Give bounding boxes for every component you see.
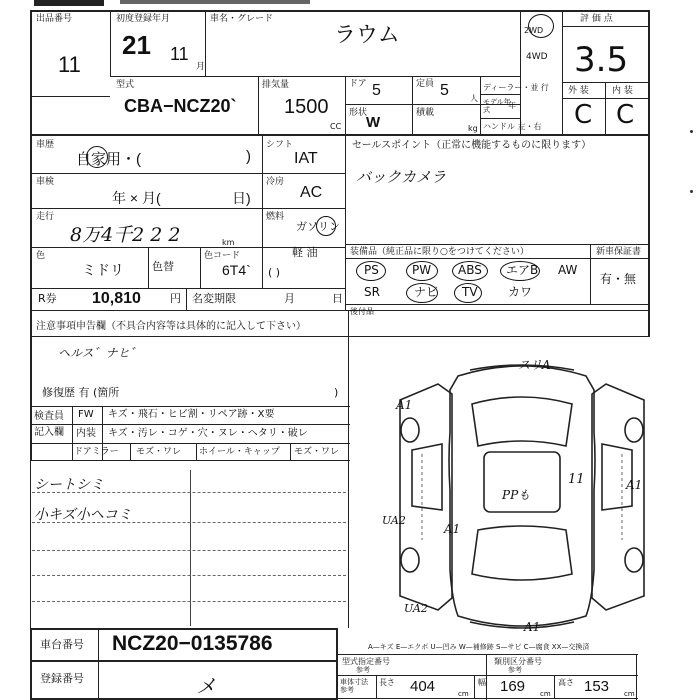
load-label: 積載 (416, 108, 435, 118)
length-unit: cm (458, 690, 469, 698)
mirror-label: ドアミラー (74, 447, 119, 457)
capacity-unit: 人 (470, 94, 478, 103)
drive-2wd: 2WD (524, 26, 544, 35)
inspection-day: 日) (232, 190, 251, 206)
recycle-label: R券 (38, 292, 57, 305)
mark-a1-right: A1 (626, 478, 643, 492)
notes-label: 注意事項申告欄（不具合内容等は具体的に記入して下さい） (36, 321, 306, 332)
navi-circle (406, 283, 438, 303)
inspection-label: 車検 (36, 177, 55, 187)
tax-label: 名変期限 (192, 292, 236, 305)
history-close: ) (246, 148, 251, 165)
color-code-label: 色コード (204, 251, 241, 261)
mark-roof: PPも (502, 488, 531, 502)
damage-legend: A—キズ E—エクボ U—凹み W—補修跡 S—サビ C—腐食 XX—交換済 (368, 643, 590, 651)
mark-ua2-bottom: UA2 (404, 602, 428, 615)
equip-leather: カワ (508, 285, 533, 299)
width-unit: cm (540, 690, 551, 698)
equip-ps: PS (364, 263, 379, 277)
equip-sr: SR (364, 285, 380, 299)
equip-aw: AW (558, 263, 578, 277)
type-cert-label: 型式指定番号 (342, 657, 390, 666)
pw-circle (406, 261, 438, 281)
equip-airbag: エアB (506, 263, 539, 277)
color-value: ミドリ (82, 262, 124, 278)
mirror-text: モズ・ワレ (136, 447, 182, 457)
height-value: 153 (584, 678, 610, 695)
lot-number: 11 (58, 52, 81, 77)
mileage-value: 8万4千2 2 2 (70, 224, 181, 246)
length-value: 404 (410, 678, 436, 695)
equip-navi: ナビ (414, 285, 439, 299)
equip-tv: TV (462, 285, 478, 299)
warranty-value: 有・無 (600, 272, 637, 286)
displacement-label: 排気量 (262, 80, 290, 90)
mark-a1-bottom: A1 (524, 620, 541, 634)
interior-label: 内 装 (612, 86, 633, 96)
mark-right-11: 11 (568, 472, 585, 487)
capacity-value: 5 (440, 82, 449, 99)
history-label: 車歴 (36, 140, 55, 150)
handwritten-note-2: 小キズ小ヘコミ (34, 507, 132, 523)
interior-inspect-text: キズ・汚レ・コゲ・穴・ヌレ・ヘタリ・破レ (108, 428, 308, 439)
repair-close: ) (334, 386, 339, 399)
ps-circle (356, 261, 386, 281)
width-value: 169 (500, 678, 526, 695)
inspection-value: 年 × 月( (112, 190, 161, 206)
inspector-label-1: 検査員 (34, 411, 64, 422)
handwritten-note-1: シートシミ (34, 477, 104, 493)
capacity-label: 定員 (416, 79, 435, 89)
color-code-value: 6T4` (222, 262, 251, 278)
overall-score: 3.5 (574, 40, 629, 80)
month-unit: 月 (196, 62, 206, 72)
inspector-label-2: 記入欄 (34, 427, 64, 438)
tax-month: 月 (284, 292, 295, 305)
shape-label: 形状 (349, 108, 368, 118)
airbag-circle (500, 261, 540, 281)
exterior-grade: C (574, 100, 593, 130)
chassis-label: 車台番号 (40, 638, 84, 651)
recycle-value: 10,810 (92, 290, 141, 307)
ac-value: AC (300, 184, 323, 201)
exterior-label: 外 装 (568, 86, 589, 96)
tax-day: 日 (332, 292, 343, 305)
mark-a1-left-top: A1 (396, 398, 413, 412)
mark-a1-center: A1 (444, 522, 461, 536)
height-unit: cm (624, 690, 635, 698)
first-registration-month: 11 (170, 44, 189, 64)
car-name-label: 車名・グレード (210, 14, 274, 24)
fw-label: FW (78, 409, 94, 420)
equip-abs: ABS (458, 263, 482, 277)
model-year-label: モデル年式 (483, 98, 511, 114)
mark-scratch-top: スリA (518, 358, 551, 372)
height-label: 高さ (558, 678, 574, 687)
drive-4wd: 4WD (526, 52, 548, 62)
sales-point-label: セールスポイント（正常に機能するものに限ります） (352, 140, 592, 151)
displacement-value: 1500 (284, 96, 329, 118)
tv-circle (454, 283, 482, 303)
margin-tick (690, 130, 693, 133)
warranty-label: 新車保証書 (596, 247, 642, 257)
model-code: CBA−NCZ20` (124, 96, 237, 116)
registration-label: 登録番号 (40, 672, 84, 685)
load-unit: kg (468, 124, 478, 133)
first-registration-year: 21 (122, 30, 151, 60)
handle-label: ハンドル 左・右 (483, 122, 542, 131)
fuel-label: 燃料 (266, 212, 285, 222)
first-registration-label: 初度登録年月 (116, 14, 171, 24)
abs-circle (452, 261, 488, 281)
private-use-circle (86, 146, 108, 168)
mileage-unit: km (222, 238, 235, 247)
mileage-label: 走行 (36, 212, 55, 222)
model-label: 型式 (116, 80, 135, 90)
color-label: 色 (36, 251, 46, 261)
dealer-label: ディーラー・並 行 (483, 83, 549, 92)
gasoline-circle (316, 216, 336, 236)
width-label: 幅 (478, 678, 486, 687)
sales-point-text: バックカメラ (356, 168, 447, 186)
equipment-label: 装備品（純正品に限り○をつけてください） (350, 247, 529, 257)
recycle-unit: 円 (170, 292, 181, 305)
drive-circle (528, 14, 554, 38)
type-cert-ref: 参考 (356, 666, 370, 674)
interior-grade: C (616, 100, 635, 130)
wheel-label: ホイール・キャップ (199, 447, 280, 457)
shape-value: W (366, 114, 381, 131)
car-name: ラウム (334, 22, 400, 47)
class-ref: 参考 (508, 666, 522, 674)
shift-value: IAT (294, 150, 318, 167)
lot-number-label: 出品番号 (36, 14, 73, 24)
color-change-label: 色替 (152, 260, 174, 273)
shift-label: シフト (266, 140, 294, 150)
mark-ua2-left: UA2 (382, 514, 406, 527)
fuel-value: ガソリン (296, 220, 340, 233)
registration-value: メ (196, 674, 216, 698)
aftermarket-label: 後付品 (350, 307, 374, 316)
margin-tick (690, 190, 693, 193)
score-label: 評 価 点 (580, 14, 613, 24)
displacement-unit: CC (330, 122, 342, 131)
fw-text: キズ・飛石・ヒビ割・リペア跡・X要 (108, 409, 275, 420)
repair-label: 修復歴 有 (箇所 (42, 386, 120, 399)
equip-pw: PW (412, 263, 432, 277)
interior-inspect-label: 内装 (76, 428, 96, 439)
year-unit: 年 (508, 101, 516, 110)
dimensions-label: 車体寸法 参考 (340, 678, 368, 694)
doors-label: ドア (349, 79, 367, 89)
ac-label: 冷房 (266, 177, 285, 187)
fuel-sub: 軽 油 (292, 246, 318, 259)
chassis-number: NCZ20−0135786 (112, 632, 273, 655)
fuel-paren: ( ) (268, 266, 281, 279)
length-label: 長さ (379, 678, 395, 687)
doors-value: 5 (372, 82, 381, 99)
wheel-text: モズ・ワレ (294, 447, 340, 457)
notes-text: ヘルス゛ナヒ゛ (58, 346, 142, 360)
history-value: 自家用・( (76, 151, 141, 168)
class-label: 類別区分番号 (494, 657, 542, 666)
